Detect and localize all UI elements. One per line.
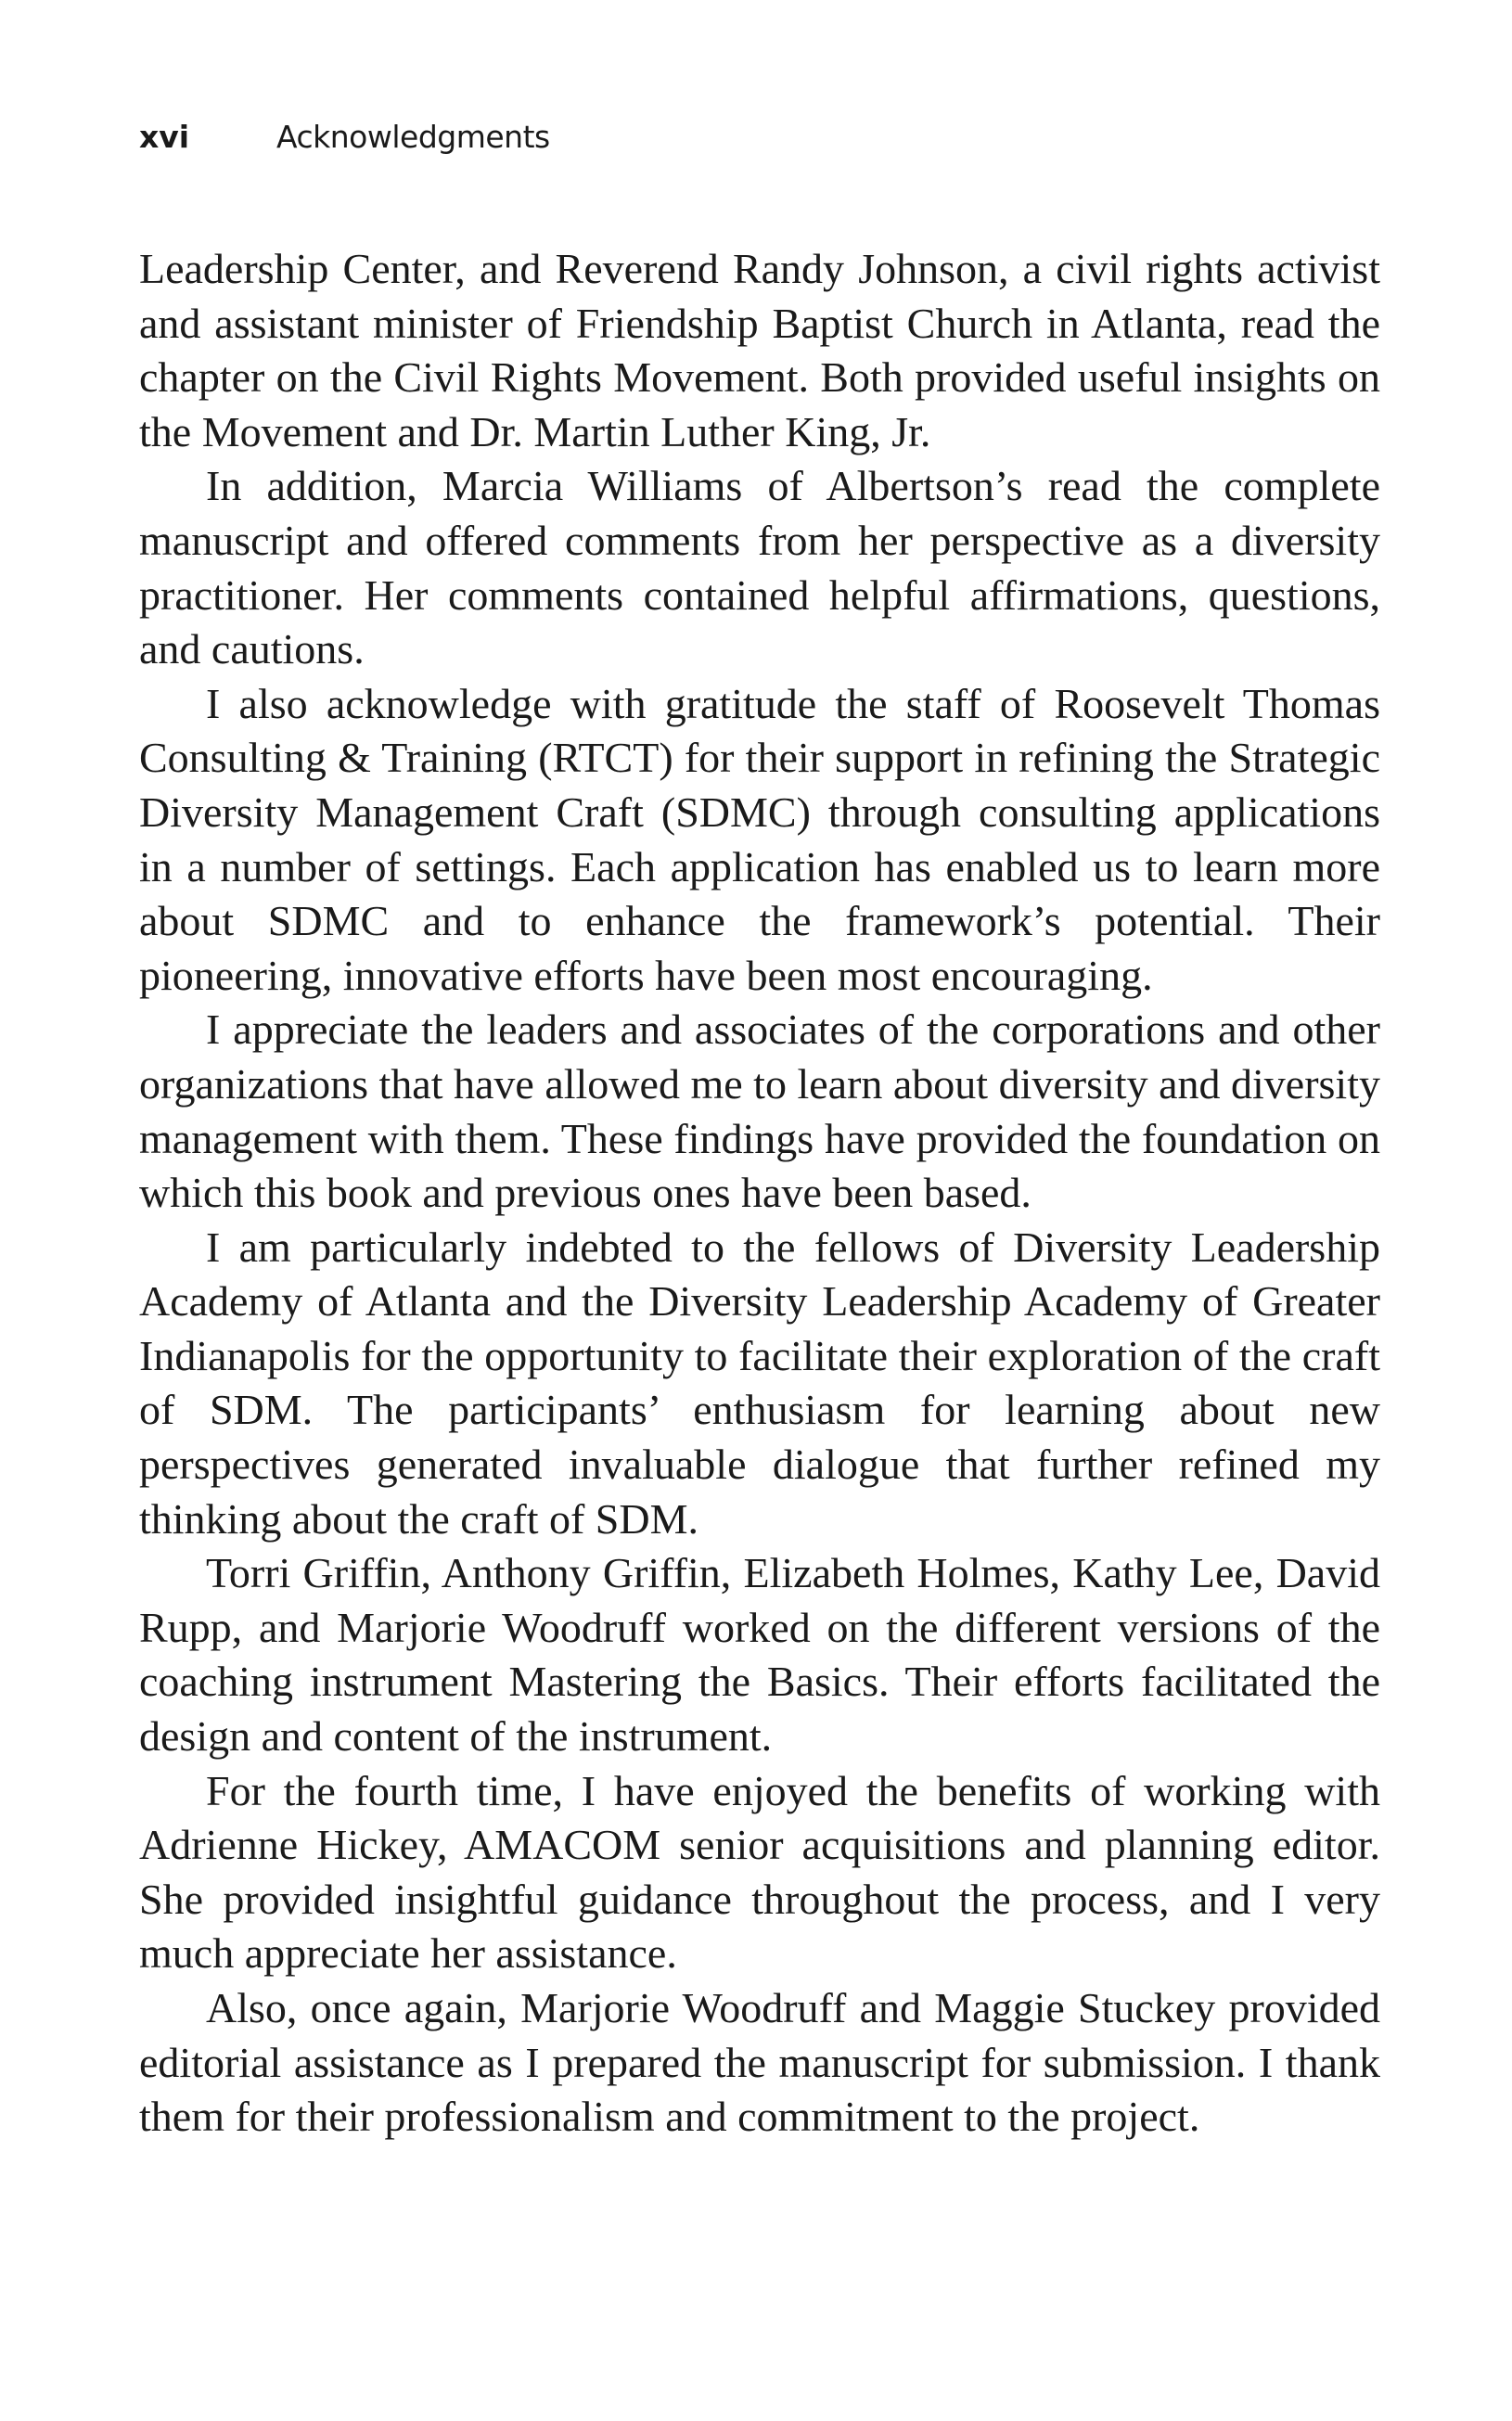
running-head: [139, 119, 550, 156]
section-title: Acknowledgments: [276, 119, 550, 155]
paragraph: Torri Griffin, Anthony Griffin, Elizabeth Holmes, Kathy Lee, David Rupp, and Marjorie Woodruff worked on the different versions of the coaching instrument Mastering the Basics. Their efforts facilitated the design and content of the instrument.: [139, 1549, 1380, 1761]
paragraph: I appreciate the leaders and associates of the corporations and other organizations that have allowed me to learn about diversity and diversity management with them. These findings have provided the foundation on which this book and previous ones have been based.: [139, 1006, 1380, 1217]
paragraph: I also acknowledge with gratitude the staff of Roosevelt Thomas Consulting & Training (RTCT) for their support in refining the Strategic Diversity Management Craft (SDMC) through consulting applications in a number of settings. Each application has enabled us to learn more about SDMC and to enhance the framework’s potential. Their pioneering, innovative efforts have been most encouraging.: [139, 679, 1380, 999]
page-number: xvi: [139, 119, 190, 155]
paragraph: I am particularly indebted to the fellows of Diversity Leadership Academy of Atlanta and the Diversity Leadership Academy of Greater Indianapolis for the opportunity to facilitate their exploration of the craft of SDM. The participants’ enthusiasm for learning about new perspectives generated invaluable dialogue that further refined my thinking about the craft of SDM.: [139, 1223, 1380, 1543]
paragraph: Leadership Center, and Reverend Randy Johnson, a civil rights activist and assistant minister of Friendship Baptist Church in Atlanta, read the chapter on the Civil Rights Movement. Both provided useful insights on the Movement and Dr. Martin Luther King, Jr.: [139, 245, 1380, 455]
paragraph: For the fourth time, I have enjoyed the benefits of working with Adrienne Hickey, AMACOM senior acquisitions and planning editor. She provided insightful guidance throughout the process, and I very much appreciate her assistance.: [139, 1766, 1380, 1978]
paragraph: Also, once again, Marjorie Woodruff and Maggie Stuckey provided editorial assistance as I prepared the manuscript for submission. I thank them for their professionalism and commitment to the project.: [139, 1984, 1380, 2141]
paragraph: In addition, Marcia Williams of Albertson’s read the complete manuscript and offered comments from her perspective as a diversity practitioner. Her comments contained helpful affirmations, questions, and cautions.: [139, 462, 1380, 673]
body-text: [139, 242, 1380, 2145]
